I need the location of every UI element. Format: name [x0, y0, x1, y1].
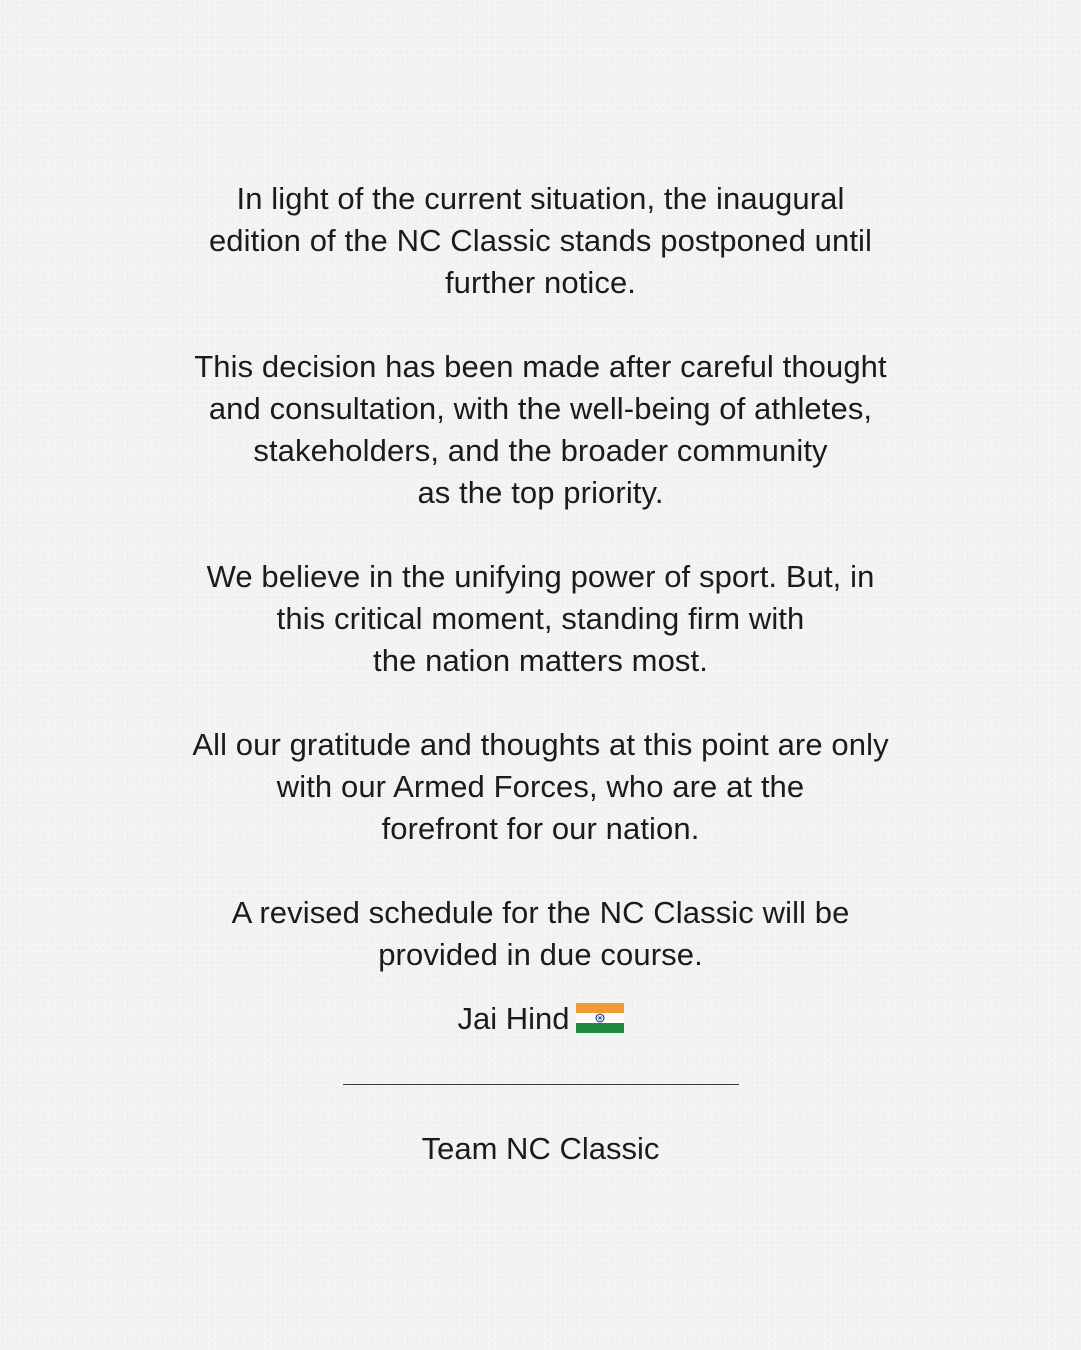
statement-paragraph-postponement: [0, 178, 1081, 304]
signature-divider: [343, 1084, 739, 1085]
india-flag-icon: [576, 1002, 624, 1032]
statement-line: In light of the current situation, the inaugural: [236, 181, 845, 216]
statement-line: further notice.: [444, 265, 637, 300]
statement-paragraph-schedule: [0, 892, 1081, 976]
statement-line: forefront for our nation.: [381, 811, 700, 846]
statement-paragraph-belief: [0, 556, 1081, 682]
signature: Team NC Classic: [421, 1131, 660, 1166]
statement-line: as the top priority.: [417, 475, 664, 510]
statement-paragraph-gratitude: [0, 724, 1081, 850]
statement-line: All our gratitude and thoughts at this point are only: [192, 727, 889, 762]
statement-line: and consultation, with the well-being of athletes,: [208, 391, 873, 426]
statement-line: this critical moment, standing firm with: [276, 601, 805, 636]
statement-line: the nation matters most.: [373, 643, 708, 678]
statement-line: This decision has been made after careful thought: [194, 349, 887, 384]
statement-line: with our Armed Forces, who are at the: [276, 769, 805, 804]
statement-paragraph-decision: [0, 346, 1081, 514]
statement-line: We believe in the unifying power of sport. But, in: [206, 559, 875, 594]
statement-line: provided in due course.: [378, 937, 703, 972]
statement-line: edition of the NC Classic stands postponed until: [208, 223, 873, 258]
signoff: [0, 998, 1081, 1040]
statement-line: A revised schedule for the NC Classic will be: [231, 895, 850, 930]
statement-line: stakeholders, and the broader community: [253, 433, 828, 468]
signoff-text: Jai Hind: [457, 1001, 570, 1036]
